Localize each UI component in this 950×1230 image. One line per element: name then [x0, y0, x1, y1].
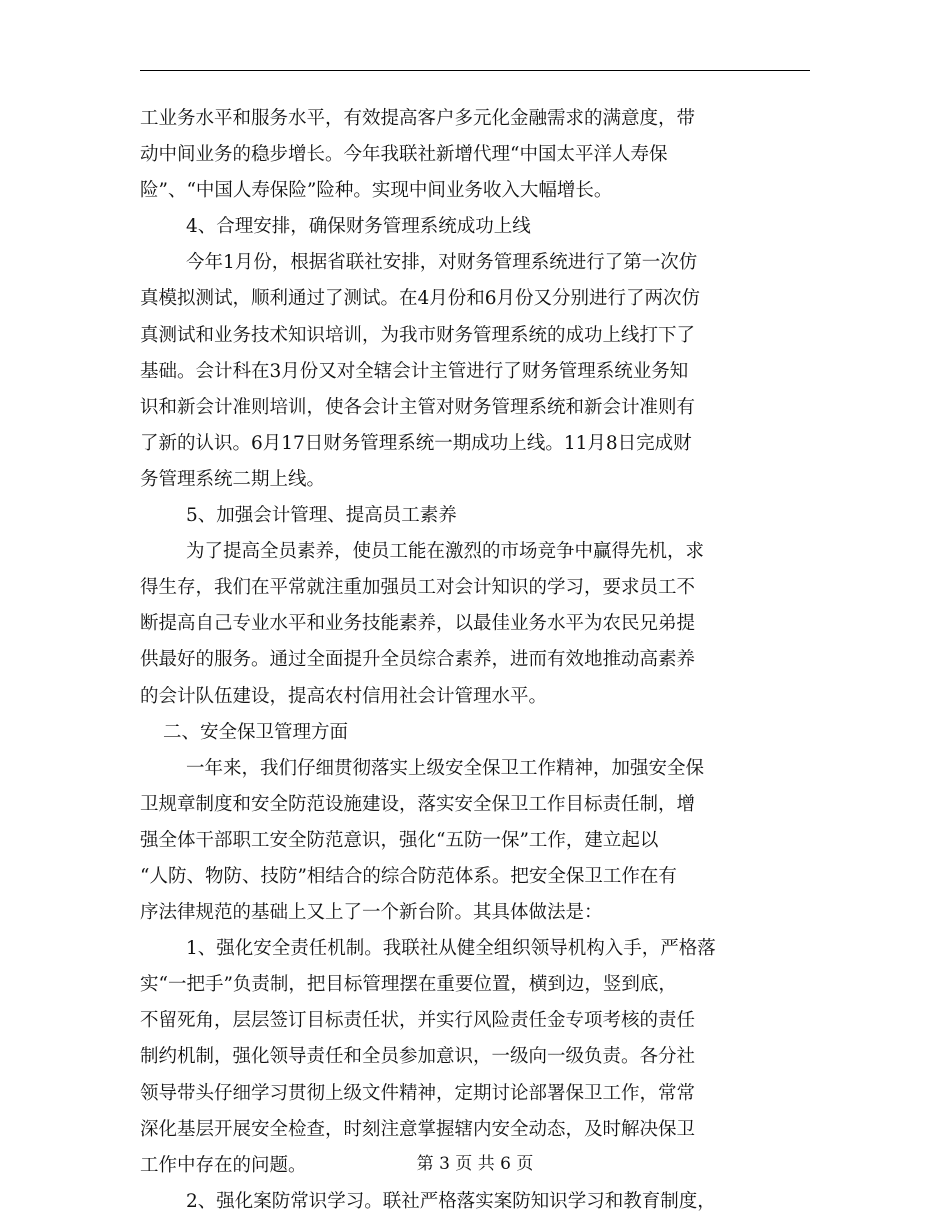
text-line: 今年1月份，根据省联社安排，对财务管理系统进行了第一次仿: [186, 252, 698, 274]
text-line: 卫规章制度和安全防范设施建设，落实安全保卫工作目标责任制，增: [140, 793, 696, 815]
text-line: 险”、“中国人寿保险”险种。实现中间业务收入大幅增长。: [140, 180, 613, 202]
text-line: 断提高自己专业水平和业务技能素养，以最佳业务水平为农民兄弟提: [140, 613, 696, 635]
text-line: 了新的认识。6月17日财务管理系统一期成功上线。11月8日完成财: [140, 432, 692, 454]
text-line: 务管理系统二期上线。: [140, 468, 326, 490]
text-line: 二、安全保卫管理方面: [163, 721, 349, 743]
text-line: 工业务水平和服务水平，有效提高客户多元化金融需求的满意度，带: [140, 108, 696, 129]
text-line: 领导带头仔细学习贯彻上级文件精神，定期讨论部署保卫工作，常常: [140, 1082, 696, 1104]
text-line: 真测试和业务技术知识培训，为我市财务管理系统的成功上线打下了: [140, 324, 696, 346]
text-line: 真模拟测试，顺利通过了测试。在4月份和6月份又分别进行了两次仿: [140, 288, 701, 310]
document-body: [140, 101, 810, 1220]
text-line: 实“一把手”负责制，把目标管理摆在重要位置，横到边，竖到底，: [140, 974, 677, 996]
text-line: 强全体干部职工安全防范意识，强化“五防一保”工作，建立起以: [140, 829, 659, 851]
text-line: 为了提高全员素养，使员工能在激烈的市场竞争中赢得先机，求: [186, 541, 705, 563]
text-line: 的会计队伍建设，提高农村信用社会计管理水平。: [140, 685, 548, 707]
text-line: 识和新会计准则培训，使各会计主管对财务管理系统和新会计准则有: [140, 396, 696, 418]
text-line: 供最好的服务。通过全面提升全员综合素养，进而有效地推动高素养: [140, 649, 696, 671]
page-number-footer: 第 3 页 共 6 页: [416, 1154, 534, 1174]
text-line: 5、加强会计管理、提高员工素养: [186, 505, 457, 527]
text-line: 不留死角，层层签订目标责任状，并实行风险责任金专项考核的责任: [140, 1010, 696, 1032]
text-line: 2、强化案防常识学习。联社严格落实案防知识学习和教育制度，: [186, 1190, 716, 1212]
text-line: 工作中存在的问题。: [140, 1154, 307, 1176]
header-rule: [140, 70, 810, 71]
text-line: 一年来，我们仔细贯彻落实上级安全保卫工作精神，加强安全保: [186, 757, 705, 779]
text-line: 4、合理安排，确保财务管理系统成功上线: [186, 216, 531, 238]
text-line: 制约机制，强化领导责任和全员参加意识，一级向一级负责。各分社: [140, 1046, 696, 1068]
text-line: “人防、物防、技防”相结合的综合防范体系。把安全保卫工作在有: [140, 865, 677, 887]
text-line: 动中间业务的稳步增长。今年我联社新增代理“中国太平洋人寿保: [140, 144, 668, 166]
text-line: 1、强化安全责任机制。我联社从健全组织领导机构入手，严格落: [186, 938, 716, 960]
text-line: 深化基层开展安全检查，时刻注意掌握辖内安全动态，及时解决保卫: [140, 1118, 696, 1140]
text-line: 序法律规范的基础上又上了一个新台阶。其具体做法是：: [140, 902, 603, 924]
text-line: 基础。会计科在3月份又对全辖会计主管进行了财务管理系统业务知: [140, 360, 689, 382]
text-line: 得生存，我们在平常就注重加强员工对会计知识的学习，要求员工不: [140, 577, 696, 599]
